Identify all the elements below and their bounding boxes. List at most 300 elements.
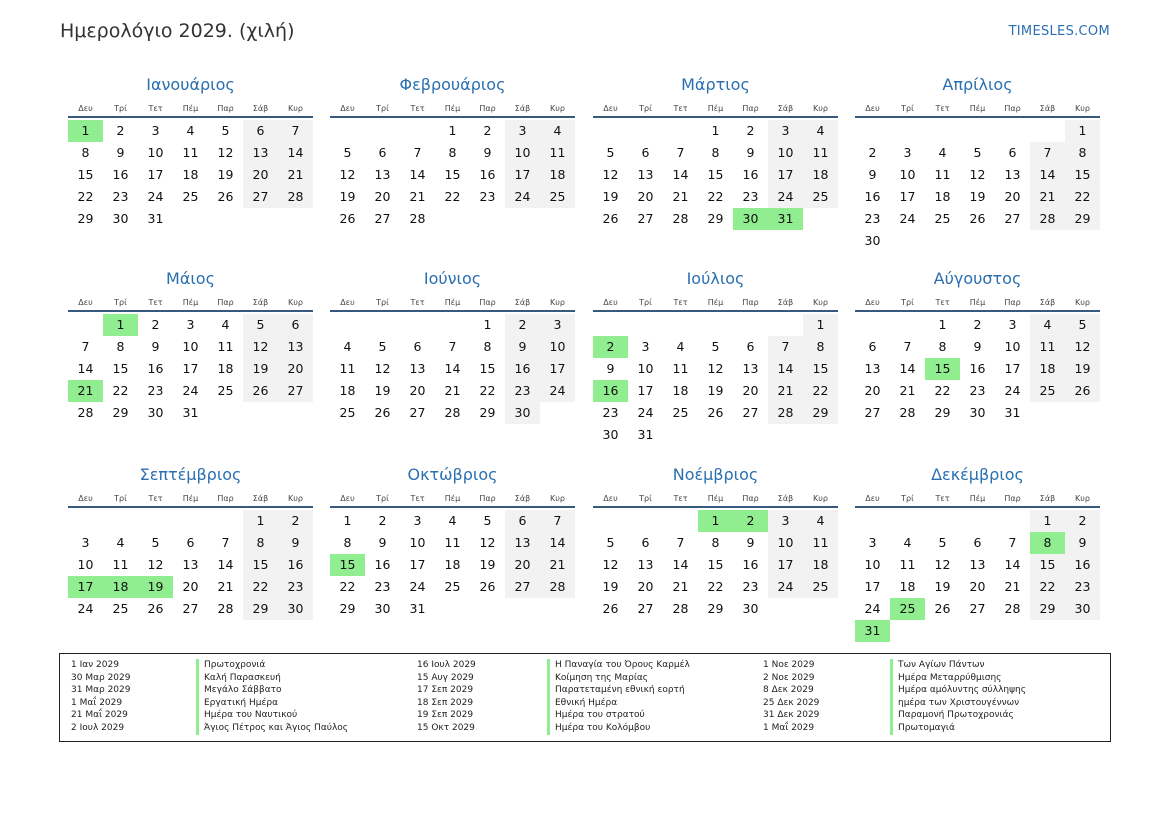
weekday-label: Παρ bbox=[479, 494, 496, 503]
weekday-label: Δευ bbox=[865, 494, 880, 503]
week-row bbox=[855, 142, 1100, 164]
empty-cell bbox=[330, 120, 365, 142]
empty-cell bbox=[995, 230, 1030, 252]
holiday-date: 1 Νοε 2029 bbox=[763, 660, 815, 670]
empty-cell bbox=[540, 598, 575, 620]
month-name: Δεκέμβριος bbox=[931, 465, 1024, 484]
empty-cell bbox=[505, 598, 540, 620]
day-cell: 23 bbox=[742, 189, 759, 204]
day-cell: 25 bbox=[803, 186, 838, 208]
day-cell: 18 bbox=[339, 383, 356, 398]
holiday-name: Πρωτομαγιά bbox=[898, 722, 955, 733]
empty-cell bbox=[540, 208, 575, 230]
day-cell: 19 bbox=[934, 579, 951, 594]
holiday-name: Εργατική Ημέρα bbox=[204, 697, 278, 708]
empty-cell bbox=[435, 314, 470, 336]
day-cell: 5 bbox=[221, 123, 230, 138]
day-cell: 12 bbox=[339, 167, 356, 182]
holiday-names-column bbox=[890, 659, 1026, 735]
empty-cell bbox=[925, 230, 960, 252]
holiday-day-cell: 21 bbox=[68, 380, 103, 402]
day-cell: 21 bbox=[540, 554, 575, 576]
empty-cell bbox=[663, 510, 698, 532]
week-row bbox=[68, 598, 313, 620]
day-cell: 25 bbox=[934, 211, 951, 226]
weekday-label: Τρί bbox=[901, 298, 914, 307]
day-cell: 9 bbox=[378, 535, 387, 550]
empty-cell bbox=[995, 120, 1030, 142]
day-cell: 6 bbox=[186, 535, 195, 550]
weekday-label: Τρί bbox=[639, 104, 652, 113]
day-cell: 14 bbox=[1030, 164, 1065, 186]
weekday-label: Σάβ bbox=[1039, 298, 1056, 307]
weekday-label: Πέμ bbox=[444, 494, 461, 503]
day-cell: 27 bbox=[969, 601, 986, 616]
day-cell: 5 bbox=[151, 535, 160, 550]
week-row bbox=[855, 164, 1100, 186]
empty-cell bbox=[470, 208, 505, 230]
weekday-label: Τρί bbox=[901, 104, 914, 113]
holiday-day-cell: 15 bbox=[330, 554, 365, 576]
day-cell: 28 bbox=[444, 405, 461, 420]
weekday-label: Παρ bbox=[1004, 298, 1021, 307]
day-cell: 26 bbox=[479, 579, 496, 594]
day-cell: 14 bbox=[409, 167, 426, 182]
day-cell: 27 bbox=[637, 601, 654, 616]
week-row bbox=[855, 186, 1100, 208]
weekday-label: Κυρ bbox=[288, 104, 303, 113]
week-row bbox=[593, 380, 838, 402]
weekday-label: Τετ bbox=[673, 298, 688, 307]
day-cell: 10 bbox=[147, 145, 164, 160]
day-cell: 27 bbox=[182, 601, 199, 616]
holiday-day-cell: 15 bbox=[925, 358, 960, 380]
day-cell: 24 bbox=[864, 601, 881, 616]
day-cell: 21 bbox=[217, 579, 234, 594]
day-cell: 7 bbox=[278, 120, 313, 142]
weekday-label: Πέμ bbox=[182, 104, 199, 113]
week-row bbox=[68, 554, 313, 576]
week-row bbox=[855, 380, 1100, 402]
day-cell: 10 bbox=[505, 142, 540, 164]
day-cell: 26 bbox=[707, 405, 724, 420]
day-cell: 25 bbox=[112, 601, 129, 616]
day-cell: 28 bbox=[409, 211, 426, 226]
day-cell: 17 bbox=[147, 167, 164, 182]
month-4 bbox=[855, 70, 1100, 252]
weekday-label: Δευ bbox=[865, 298, 880, 307]
day-cell: 25 bbox=[217, 383, 234, 398]
day-cell: 13 bbox=[182, 557, 199, 572]
week-row bbox=[68, 142, 313, 164]
day-cell: 13 bbox=[742, 361, 759, 376]
day-cell: 7 bbox=[903, 339, 912, 354]
week-row bbox=[68, 380, 313, 402]
weekday-label: Σάβ bbox=[514, 494, 531, 503]
week-row bbox=[593, 336, 838, 358]
week-row bbox=[593, 142, 838, 164]
day-cell: 23 bbox=[112, 189, 129, 204]
day-cell: 6 bbox=[868, 339, 877, 354]
holiday-day-cell: 16 bbox=[593, 380, 628, 402]
weekday-label: Κυρ bbox=[550, 494, 565, 503]
day-cell: 30 bbox=[278, 598, 313, 620]
month-11 bbox=[593, 460, 838, 620]
day-cell: 26 bbox=[602, 601, 619, 616]
day-cell: 3 bbox=[505, 120, 540, 142]
day-cell: 2 bbox=[973, 317, 982, 332]
day-cell: 29 bbox=[112, 405, 129, 420]
weekday-label: Σάβ bbox=[1039, 494, 1056, 503]
day-cell: 19 bbox=[969, 189, 986, 204]
month-name: Ιανουάριος bbox=[146, 75, 235, 94]
day-cell: 1 bbox=[711, 123, 720, 138]
day-cell: 9 bbox=[868, 167, 877, 182]
holiday-name: Κοίμηση της Μαρίας bbox=[555, 672, 649, 683]
weekday-label: Δευ bbox=[603, 104, 618, 113]
empty-cell bbox=[663, 314, 698, 336]
holiday-day-cell: 31 bbox=[855, 620, 890, 642]
day-cell: 9 bbox=[116, 145, 125, 160]
empty-cell bbox=[890, 620, 925, 642]
weekday-label: Παρ bbox=[742, 494, 759, 503]
holiday-date: 21 Μαΐ 2029 bbox=[71, 710, 128, 721]
day-cell: 26 bbox=[243, 380, 278, 402]
day-cell: 7 bbox=[1030, 142, 1065, 164]
day-cell: 1 bbox=[1030, 510, 1065, 532]
weekday-header bbox=[593, 294, 838, 312]
day-cell: 7 bbox=[768, 336, 803, 358]
day-cell: 24 bbox=[77, 601, 94, 616]
empty-cell bbox=[243, 208, 278, 230]
holiday-dates-column bbox=[71, 659, 131, 735]
day-cell: 20 bbox=[742, 383, 759, 398]
week-row bbox=[593, 120, 838, 142]
day-cell: 5 bbox=[938, 535, 947, 550]
month-name: Ιούνιος bbox=[423, 269, 482, 288]
day-cell: 13 bbox=[243, 142, 278, 164]
day-cell: 29 bbox=[1065, 208, 1100, 230]
day-cell: 13 bbox=[637, 557, 654, 572]
day-cell: 8 bbox=[711, 145, 720, 160]
holiday-day-cell: 2 bbox=[733, 510, 768, 532]
empty-cell bbox=[435, 598, 470, 620]
day-cell: 25 bbox=[444, 579, 461, 594]
day-cell: 27 bbox=[409, 405, 426, 420]
weekday-label: Σάβ bbox=[514, 298, 531, 307]
day-cell: 13 bbox=[505, 532, 540, 554]
day-cell: 1 bbox=[343, 513, 352, 528]
empty-cell bbox=[803, 424, 838, 446]
day-cell: 7 bbox=[448, 339, 457, 354]
weekday-label: Δευ bbox=[603, 494, 618, 503]
day-cell: 23 bbox=[969, 383, 986, 398]
day-cell: 7 bbox=[1008, 535, 1017, 550]
empty-cell bbox=[208, 402, 243, 424]
day-cell: 12 bbox=[969, 167, 986, 182]
day-cell: 4 bbox=[676, 339, 685, 354]
week-row bbox=[330, 510, 575, 532]
weekday-label: Κυρ bbox=[1075, 104, 1090, 113]
day-cell: 26 bbox=[374, 405, 391, 420]
day-cell: 21 bbox=[899, 383, 916, 398]
week-row bbox=[855, 620, 1100, 642]
day-cell: 20 bbox=[637, 579, 654, 594]
week-row bbox=[68, 120, 313, 142]
day-cell: 15 bbox=[1030, 554, 1065, 576]
day-cell: 4 bbox=[803, 120, 838, 142]
day-cell: 30 bbox=[969, 405, 986, 420]
day-cell: 25 bbox=[1030, 380, 1065, 402]
day-cell: 28 bbox=[540, 576, 575, 598]
empty-cell bbox=[173, 208, 208, 230]
day-cell: 10 bbox=[77, 557, 94, 572]
day-cell: 12 bbox=[217, 145, 234, 160]
day-cell: 10 bbox=[540, 336, 575, 358]
day-cell: 19 bbox=[374, 383, 391, 398]
day-cell: 28 bbox=[768, 402, 803, 424]
holiday-day-cell: 17 bbox=[68, 576, 103, 598]
day-cell: 14 bbox=[768, 358, 803, 380]
empty-cell bbox=[278, 402, 313, 424]
day-cell: 1 bbox=[483, 317, 492, 332]
day-cell: 28 bbox=[278, 186, 313, 208]
weekday-label: Κυρ bbox=[1075, 298, 1090, 307]
week-row bbox=[330, 402, 575, 424]
day-cell: 31 bbox=[147, 211, 164, 226]
weekday-header bbox=[855, 490, 1100, 508]
day-cell: 23 bbox=[505, 380, 540, 402]
day-cell: 14 bbox=[899, 361, 916, 376]
day-cell: 6 bbox=[278, 314, 313, 336]
day-cell: 21 bbox=[409, 189, 426, 204]
day-cell: 21 bbox=[1030, 186, 1065, 208]
day-cell: 8 bbox=[483, 339, 492, 354]
weekday-label: Τετ bbox=[673, 494, 688, 503]
weekday-label: Παρ bbox=[217, 104, 234, 113]
day-cell: 6 bbox=[1008, 145, 1017, 160]
day-cell: 18 bbox=[182, 167, 199, 182]
weekday-label: Πέμ bbox=[969, 298, 986, 307]
site-link[interactable]: TIMESLES.COM bbox=[1008, 24, 1110, 39]
day-cell: 29 bbox=[479, 405, 496, 420]
day-cell: 21 bbox=[672, 579, 689, 594]
day-cell: 10 bbox=[409, 535, 426, 550]
empty-cell bbox=[243, 402, 278, 424]
day-cell: 18 bbox=[444, 557, 461, 572]
day-cell: 14 bbox=[672, 557, 689, 572]
holiday-name: Παρατεταμένη εθνική εορτή bbox=[555, 685, 685, 696]
week-row bbox=[330, 336, 575, 358]
day-cell: 3 bbox=[81, 535, 90, 550]
empty-cell bbox=[925, 620, 960, 642]
day-cell: 11 bbox=[934, 167, 951, 182]
day-cell: 17 bbox=[182, 361, 199, 376]
weekday-label: Πέμ bbox=[444, 104, 461, 113]
holiday-date: 31 Δεκ 2029 bbox=[763, 710, 820, 721]
day-cell: 8 bbox=[243, 532, 278, 554]
day-cell: 11 bbox=[803, 532, 838, 554]
week-row bbox=[855, 598, 1100, 620]
empty-cell bbox=[593, 314, 628, 336]
day-cell: 8 bbox=[81, 145, 90, 160]
day-cell: 30 bbox=[147, 405, 164, 420]
day-cell: 11 bbox=[182, 145, 199, 160]
day-cell: 23 bbox=[479, 189, 496, 204]
day-cell: 13 bbox=[969, 557, 986, 572]
weekday-label: Πέμ bbox=[707, 104, 724, 113]
day-cell: 15 bbox=[707, 557, 724, 572]
weekday-label: Σάβ bbox=[777, 104, 794, 113]
day-cell: 1 bbox=[803, 314, 838, 336]
empty-cell bbox=[698, 314, 733, 336]
day-cell: 4 bbox=[186, 123, 195, 138]
day-cell: 23 bbox=[278, 576, 313, 598]
month-name: Οκτώβριος bbox=[407, 465, 498, 484]
week-row bbox=[330, 164, 575, 186]
empty-cell bbox=[173, 510, 208, 532]
weekday-label: Παρ bbox=[217, 494, 234, 503]
day-cell: 20 bbox=[409, 383, 426, 398]
week-row bbox=[68, 358, 313, 380]
day-cell: 23 bbox=[1065, 576, 1100, 598]
day-cell: 8 bbox=[711, 535, 720, 550]
week-row bbox=[855, 230, 1100, 252]
day-cell: 3 bbox=[186, 317, 195, 332]
day-cell: 22 bbox=[707, 189, 724, 204]
day-cell: 30 bbox=[742, 601, 759, 616]
day-cell: 18 bbox=[803, 554, 838, 576]
day-cell: 24 bbox=[899, 211, 916, 226]
day-cell: 4 bbox=[540, 120, 575, 142]
empty-cell bbox=[208, 510, 243, 532]
empty-cell bbox=[68, 314, 103, 336]
day-cell: 22 bbox=[339, 579, 356, 594]
holiday-name: Καλή Παρασκευή bbox=[204, 672, 281, 683]
day-cell: 17 bbox=[540, 358, 575, 380]
day-cell: 16 bbox=[969, 361, 986, 376]
empty-cell bbox=[593, 510, 628, 532]
week-row bbox=[68, 164, 313, 186]
day-cell: 4 bbox=[903, 535, 912, 550]
month-5 bbox=[68, 264, 313, 424]
holiday-name: Ημέρα του Κολόμβου bbox=[555, 722, 651, 733]
weekday-label: Δευ bbox=[340, 494, 355, 503]
empty-cell bbox=[1065, 230, 1100, 252]
weekday-label: Τετ bbox=[148, 494, 163, 503]
weekday-label: Τρί bbox=[114, 298, 127, 307]
week-row bbox=[593, 576, 838, 598]
day-cell: 18 bbox=[934, 189, 951, 204]
day-cell: 7 bbox=[676, 535, 685, 550]
day-cell: 13 bbox=[1004, 167, 1021, 182]
month-12 bbox=[855, 460, 1100, 642]
holiday-day-cell: 1 bbox=[698, 510, 733, 532]
day-cell: 31 bbox=[409, 601, 426, 616]
empty-cell bbox=[995, 510, 1030, 532]
week-row bbox=[593, 598, 838, 620]
empty-cell bbox=[138, 510, 173, 532]
day-cell: 25 bbox=[803, 576, 838, 598]
empty-cell bbox=[505, 208, 540, 230]
day-cell: 17 bbox=[505, 164, 540, 186]
day-cell: 4 bbox=[938, 145, 947, 160]
week-row bbox=[855, 314, 1100, 336]
empty-cell bbox=[768, 598, 803, 620]
weekday-label: Τρί bbox=[376, 298, 389, 307]
day-cell: 17 bbox=[1004, 361, 1021, 376]
day-cell: 15 bbox=[243, 554, 278, 576]
weekday-label: Σάβ bbox=[777, 298, 794, 307]
day-cell: 29 bbox=[77, 211, 94, 226]
day-cell: 27 bbox=[243, 186, 278, 208]
weekday-header bbox=[68, 294, 313, 312]
day-cell: 17 bbox=[409, 557, 426, 572]
day-cell: 3 bbox=[868, 535, 877, 550]
day-cell: 18 bbox=[672, 383, 689, 398]
day-cell: 9 bbox=[606, 361, 615, 376]
holiday-day-cell: 18 bbox=[103, 576, 138, 598]
day-cell: 16 bbox=[278, 554, 313, 576]
day-cell: 10 bbox=[768, 532, 803, 554]
month-name: Σεπτέμβριος bbox=[139, 465, 242, 484]
day-cell: 30 bbox=[1065, 598, 1100, 620]
month-name: Φεβρουάριος bbox=[399, 75, 506, 94]
day-cell: 15 bbox=[803, 358, 838, 380]
day-cell: 20 bbox=[182, 579, 199, 594]
day-cell: 18 bbox=[540, 164, 575, 186]
day-cell: 9 bbox=[278, 532, 313, 554]
weekday-label: Τρί bbox=[639, 298, 652, 307]
day-cell: 6 bbox=[746, 339, 755, 354]
day-cell: 17 bbox=[864, 579, 881, 594]
weekday-label: Τετ bbox=[410, 494, 425, 503]
day-cell: 2 bbox=[278, 510, 313, 532]
day-cell: 11 bbox=[672, 361, 689, 376]
day-cell: 3 bbox=[151, 123, 160, 138]
day-cell: 5 bbox=[378, 339, 387, 354]
month-2 bbox=[330, 70, 575, 230]
weekday-label: Κυρ bbox=[550, 104, 565, 113]
day-cell: 9 bbox=[483, 145, 492, 160]
day-cell: 8 bbox=[803, 336, 838, 358]
empty-cell bbox=[330, 314, 365, 336]
month-9 bbox=[68, 460, 313, 620]
day-cell: 4 bbox=[221, 317, 230, 332]
holiday-date: 1 Μαΐ 2029 bbox=[763, 722, 815, 733]
empty-cell bbox=[1030, 120, 1065, 142]
day-cell: 14 bbox=[444, 361, 461, 376]
weekday-label: Κυρ bbox=[550, 298, 565, 307]
month-name: Απρίλιος bbox=[942, 75, 1013, 94]
day-cell: 14 bbox=[672, 167, 689, 182]
day-cell: 5 bbox=[606, 145, 615, 160]
weekday-label: Παρ bbox=[742, 104, 759, 113]
week-row bbox=[330, 120, 575, 142]
holiday-name: Ημέρα Μεταρρύθμισης bbox=[898, 672, 1002, 683]
day-cell: 20 bbox=[864, 383, 881, 398]
day-cell: 12 bbox=[934, 557, 951, 572]
day-cell: 14 bbox=[278, 142, 313, 164]
empty-cell bbox=[365, 314, 400, 336]
day-cell: 14 bbox=[1004, 557, 1021, 572]
day-cell: 16 bbox=[505, 358, 540, 380]
day-cell: 22 bbox=[707, 579, 724, 594]
empty-cell bbox=[470, 598, 505, 620]
weekday-label: Κυρ bbox=[813, 298, 828, 307]
day-cell: 22 bbox=[1030, 576, 1065, 598]
holiday-day-cell: 31 bbox=[768, 208, 803, 230]
